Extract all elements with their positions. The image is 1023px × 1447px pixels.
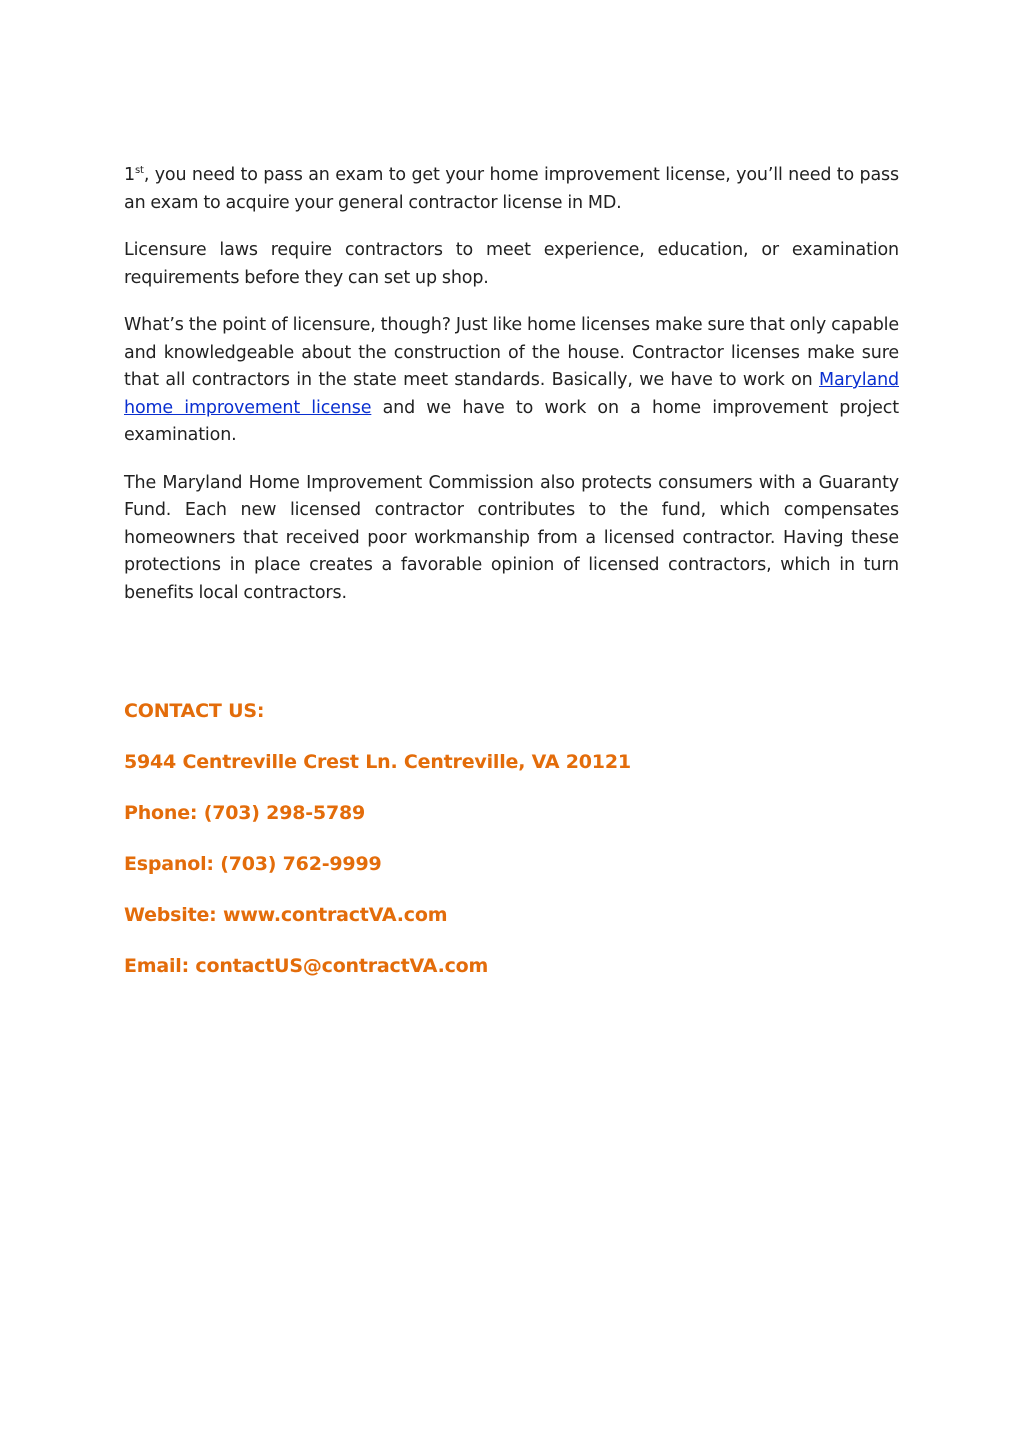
paragraph-text: , you need to pass an exam to get your home improvement license, you’ll need to pass an exam to acquire your general contractor license in MD.	[124, 165, 899, 213]
ordinal-number: 1	[124, 165, 135, 185]
contact-espanol-phone: Espanol: (703) 762-9999	[124, 853, 382, 875]
contact-email: Email: contactUS@contractVA.com	[124, 955, 489, 977]
article-body	[124, 162, 899, 627]
contact-heading: CONTACT US:	[124, 700, 265, 722]
paragraph-guaranty-fund	[124, 470, 899, 608]
maryland-license-link[interactable]: Maryland home improvement license	[124, 370, 899, 418]
paragraph-text-after-link: and we have to work on a home improvement project examination.	[124, 397, 899, 445]
contact-phone: Phone: (703) 298-5789	[124, 802, 366, 824]
paragraph-point-of-licensure	[124, 312, 899, 450]
paragraph-text: The Maryland Home Improvement Commission also protects consumers with a Guaranty Fund. Each new licensed contractor contributes to the fund, which compensates homeowners that received poor workmanship from a licensed contractor. Having these protections in place creates a favorable opinion of licensed contractors, which in turn benefits local contractors.	[124, 472, 899, 603]
paragraph-text-before-link: What’s the point of licensure, though? Just like home licenses make sure that only capable and knowledgeable about the construction of the house. Contractor licenses make sure that all contractors in the state meet standards. Basically, we have to work on	[124, 315, 899, 390]
paragraph-licensure-laws	[124, 237, 899, 292]
paragraph-text: Licensure laws require contractors to meet experience, education, or examination requirements before they can set up shop.	[124, 240, 899, 288]
contact-address: 5944 Centreville Crest Ln. Centreville, VA 20121	[124, 751, 631, 773]
contact-block	[124, 698, 899, 1004]
paragraph-exam-requirement	[124, 162, 899, 217]
contact-website: Website: www.contractVA.com	[124, 904, 448, 926]
ordinal-suffix: st	[134, 165, 144, 176]
